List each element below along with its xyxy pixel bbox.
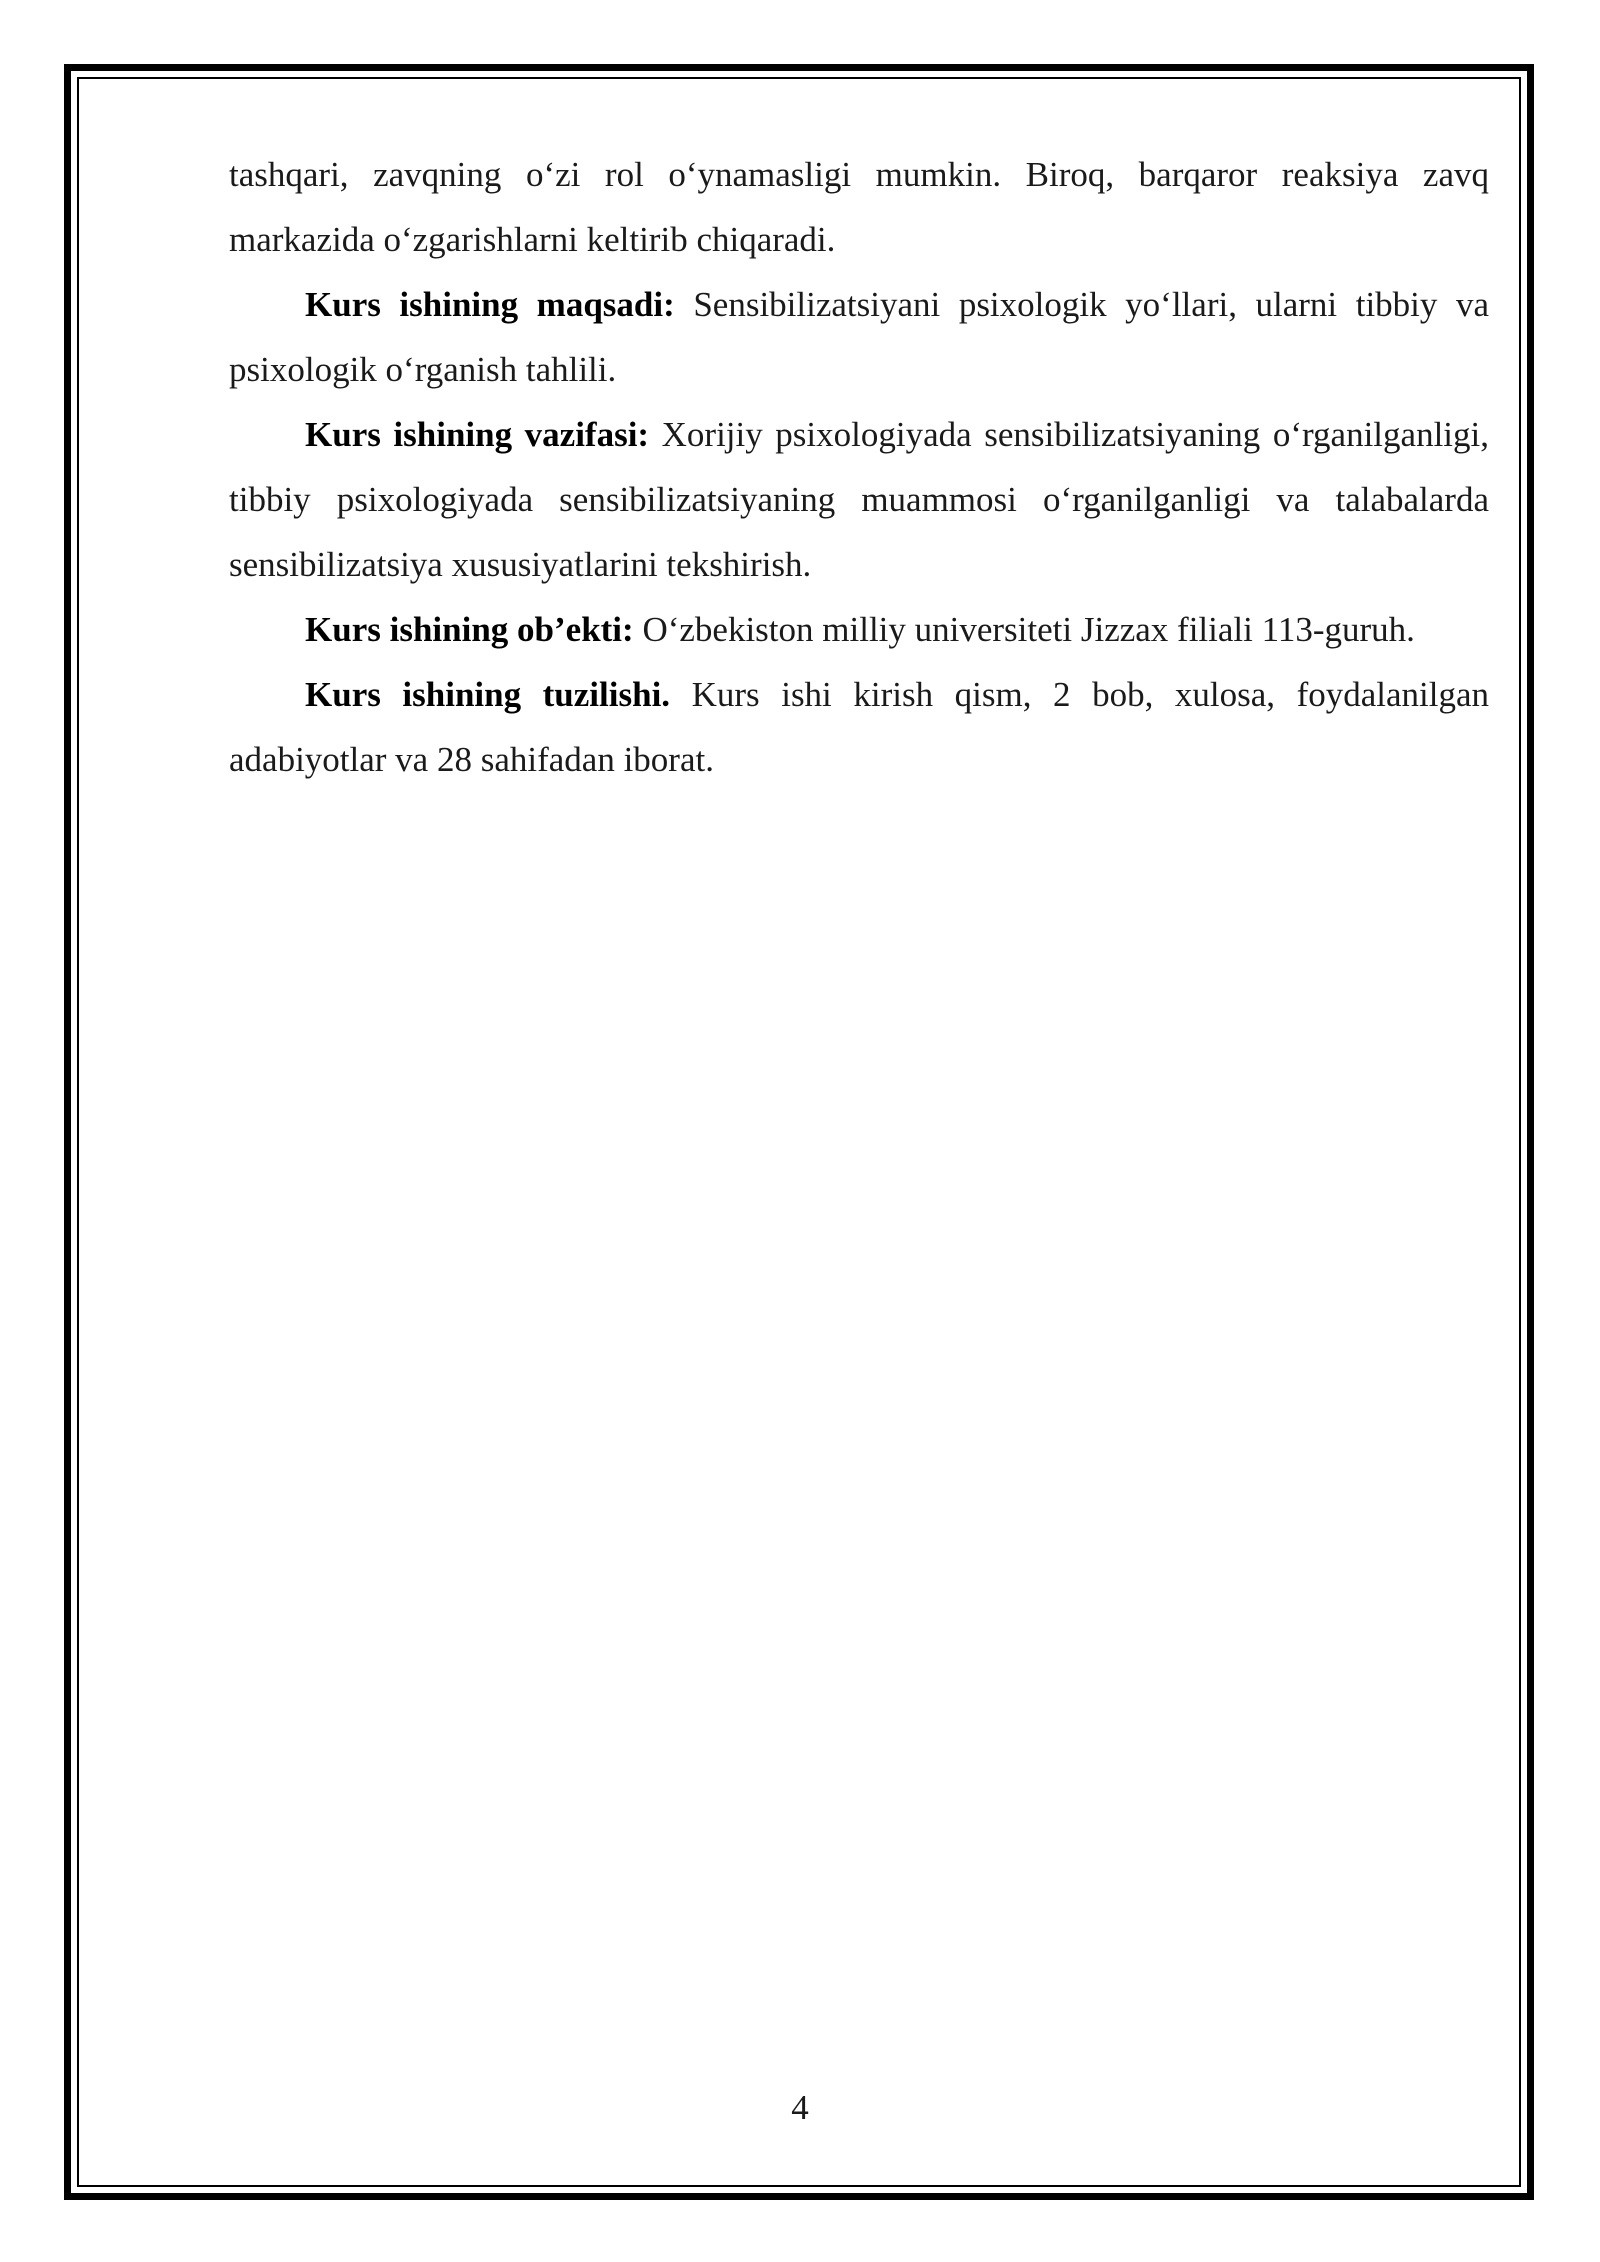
paragraph-continuation bbox=[229, 142, 1489, 272]
paragraph-text: Kurs ishi kirish qism, 2 bob, xulosa, foydalanilgan adabiyotlar va 28 sahifadan iborat. bbox=[229, 675, 1489, 779]
paragraph-label: Kurs ishining maqsadi: bbox=[305, 285, 675, 324]
paragraph-text: Xorijiy psixologiyada sensibilizatsiyaning o‘rganilganligi, tibbiy psixologiyada sensibilizatsiyaning muammosi o‘rganilganligi va talabalarda sensibilizatsiya xususiyatlarini tekshirish. bbox=[229, 415, 1489, 584]
paragraph-text: O‘zbekiston milliy universiteti Jizzax filiali 113-guruh. bbox=[633, 610, 1415, 649]
document-body bbox=[229, 142, 1489, 792]
paragraph-tasks bbox=[229, 402, 1489, 597]
paragraph-object bbox=[229, 597, 1489, 662]
paragraph-structure bbox=[229, 662, 1489, 792]
paragraph-label: Kurs ishining vazifasi: bbox=[305, 415, 650, 454]
paragraph-goal bbox=[229, 272, 1489, 402]
page-number: 4 bbox=[791, 2088, 809, 2127]
paragraph-text: tashqari, zavqning o‘zi rol o‘ynamasligi mumkin. Biroq, barqaror reaksiya zavq markazida o‘zgarishlarni keltirib chiqaradi. bbox=[229, 155, 1489, 259]
paragraph-label: Kurs ishining ob’ekti: bbox=[305, 610, 634, 649]
paragraph-text: Sensibilizatsiyani psixologik yo‘llari, ularni tibbiy va psixologik o‘rganish tahlili. bbox=[229, 285, 1489, 389]
paragraph-label: Kurs ishining tuzilishi. bbox=[305, 675, 671, 714]
